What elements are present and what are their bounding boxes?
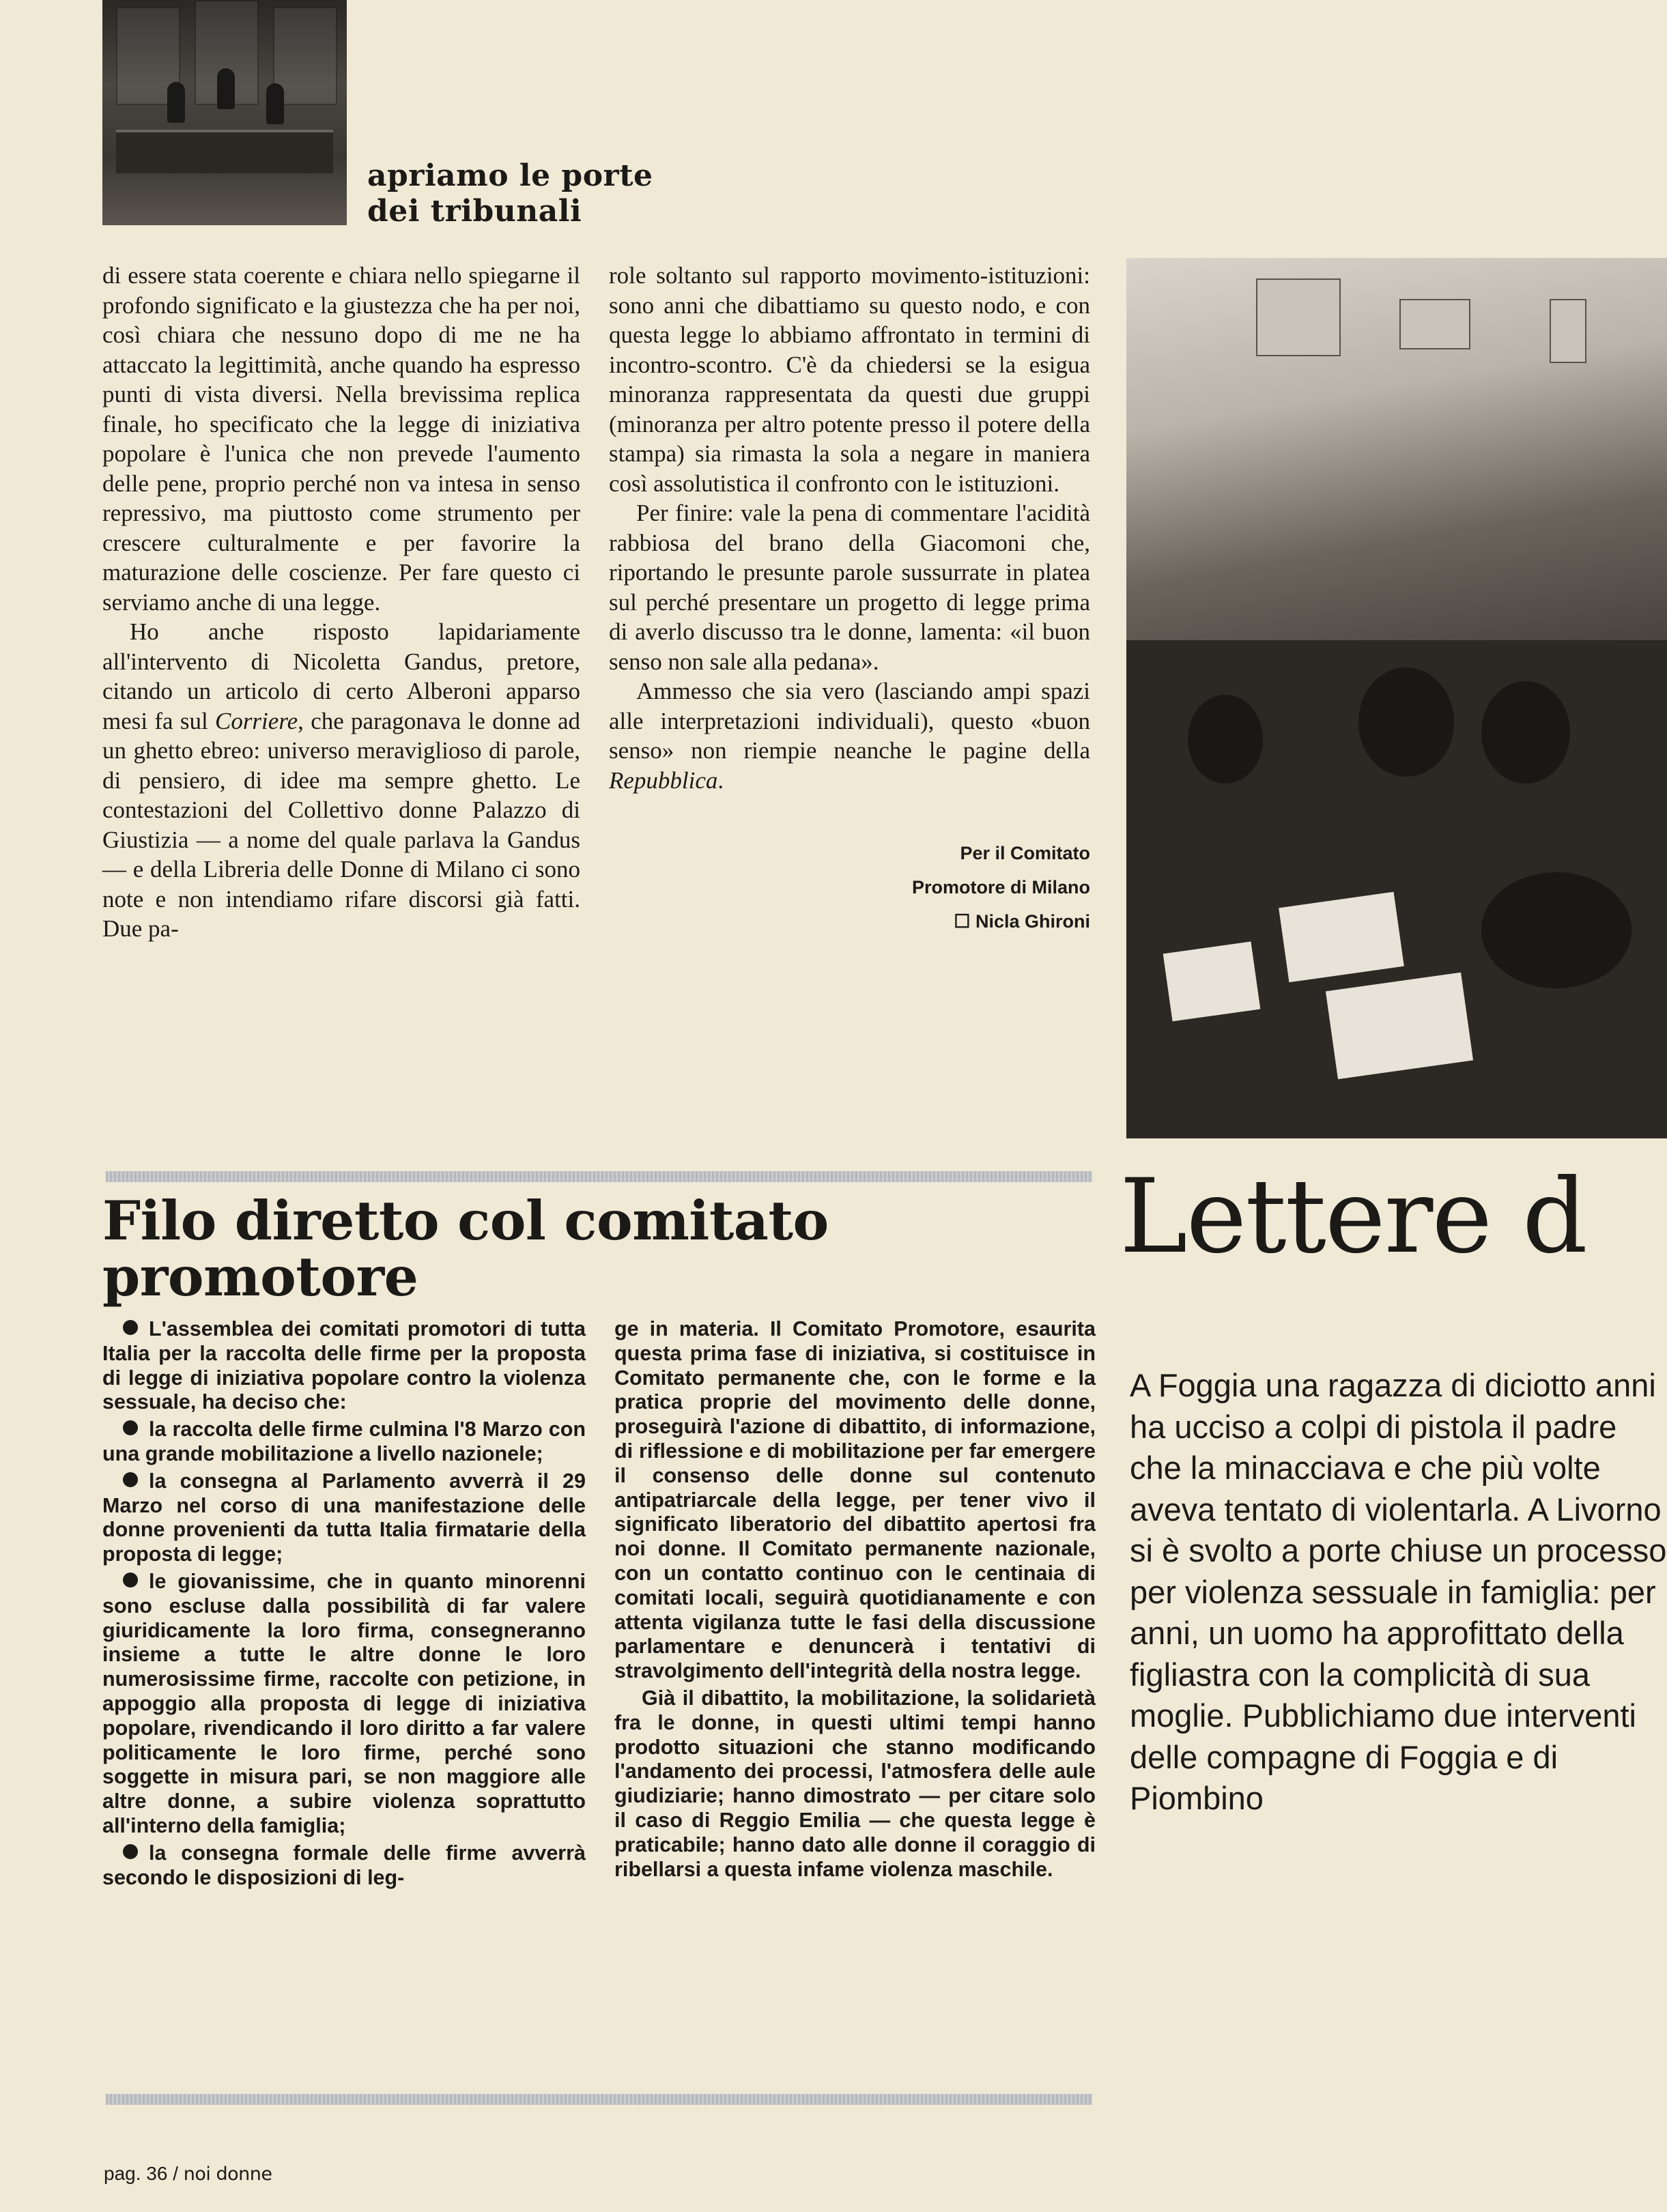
announcement-item-3: le giovanissime, che in quanto minorenni sono escluse dalla possibilità di far valere giuridicamente la loro firma, consegneranno insieme a tutte le altre donne le loro numerosissime firme, raccolte con petizione, in appoggio alla proposta di legge di iniziativa popolare, rivendicando il loro diritto a far valere politicamente le loro firme, perché sono soggette in misura pari, se non maggiore alle altre donne, a subire violenza soprattutto all'interno della famiglia; — [102, 1569, 586, 1837]
article-signature — [609, 836, 1090, 938]
newspaper-name-corriere: Corriere — [214, 707, 298, 734]
section-divider-bottom — [106, 2094, 1092, 2105]
letters-intro: A Foggia una ragazza di diciotto anni ha ucciso a colpi di pistola il padre che la minacciava e che più volte aveva tentato di violentarla. A Livorno si è svolto a porte chiuse un processo per violenza sessuale in famiglia: per anni, un uomo ha approfittato della figliastra con la complicità di sua moglie. Pubblichiamo due interventi delle compagne di Foggia e di Piombino — [1130, 1367, 1667, 1816]
kicker-line-2: dei tribunali — [367, 194, 582, 229]
article-column-2 — [609, 261, 1090, 938]
signature-line-3 — [609, 904, 1090, 938]
announcement-paragraph-1: ge in materia. Il Comitato Promotore, esaurita questa prima fase di iniziativa, si costituisce in Comitato permanente che, con le forme e la pratica proprie del movimento delle donne, proseguirà l'azione di dibattito, di informazione, di riflessione e di mobilitazione per far emergere il consenso delle donne sul contenuto antipatriarcale della legge, per tener vivo il significato liberatorio del dibattito apertosi fra noi donne. Il Comitato permanente nazionale, con un contatto continuo con le centinaia di comitati locali, seguirà quotidianamente e con attenta vigilanza tutte le fasi della discussione parlamentare e denuncerà i tentativi di stravolgimento dell'integrità della nostra legge. — [614, 1317, 1096, 1683]
announcement-column-1 — [102, 1317, 586, 1893]
bullet-icon — [123, 1420, 138, 1435]
bullet-icon — [123, 1572, 138, 1588]
end-mark-icon: ☐ — [954, 911, 971, 932]
signature-line-1: Per il Comitato — [960, 843, 1090, 863]
announcement-item-4: la consegna formale delle firme avverrà secondo le disposizioni di leg- — [102, 1841, 586, 1889]
bullet-icon — [123, 1320, 138, 1335]
announcement-intro: L'assemblea dei comitati promotori di tutta Italia per la raccolta delle firme per la proposta di legge di iniziativa popolare contro la violenza sessuale, ha deciso che: — [102, 1317, 586, 1414]
page-number: pag. 36 / — [104, 2163, 178, 2184]
letters-title: Lettere d — [1120, 1158, 1586, 1276]
signature-line-2: Promotore di Milano — [911, 877, 1090, 897]
newspaper-name-repubblica: Repubblica — [609, 766, 718, 794]
bullet-icon — [123, 1472, 138, 1487]
column-2-paragraph-1: role soltanto sul rapporto movimento-istituzioni: sono anni che dibattiamo su questo nodo, e con questa legge lo abbiamo affrontato in termini di incontro-scontro. C'è da chiedersi se la esigua minoranza rappresentata da questi due gruppi (minoranza per altro potente presso il potere della stampa) sia rimasta la sola a negare in maniera così assolutistica il confronto con le istituzioni. — [609, 262, 1090, 497]
section-kicker — [367, 158, 654, 229]
classroom-photo — [1126, 258, 1667, 1138]
section-headline — [102, 1189, 922, 1308]
announcement-item-1: la raccolta delle firme culmina l'8 Marzo con una grande mobilitazione a livello nazionele; — [102, 1418, 586, 1465]
bullet-icon — [123, 1844, 138, 1859]
courtroom-photo — [102, 0, 347, 225]
kicker-line-1: apriamo le porte — [367, 158, 653, 193]
announcement-column-2 — [614, 1317, 1096, 1884]
announcement-item-2: la consegna al Parlamento avverrà il 29 Marzo nel corso di una manifestazione delle donne provenienti da tutta Italia firmatarie della proposta di legge; — [102, 1469, 586, 1566]
column-2-paragraph-3: Ammesso che sia vero (lasciando ampi spazi alle interpretazioni individuali), questo «buon senso» non riempie neanche le pagine della Repubblica. — [609, 678, 1090, 794]
column-2-paragraph-2: Per finire: vale la pena di commentare l'acidità rabbiosa del brano della Giacomoni che, riportando le presunte parole sussurrate in platea sul perché presentare un progetto di legge prima di averlo discusso tra le donne, lamenta: «il buon senso non sale alla pedana». — [609, 500, 1090, 675]
author-name: Nicla Ghironi — [975, 911, 1090, 932]
column-1-paragraph-2: Ho anche risposto lapidariamente all'intervento di Nicoletta Gandus, pretore, citando un articolo di certo Alberoni apparso mesi fa sul Corriere, che paragonava le donne ad un ghetto ebreo: universo meraviglioso di parole, di pensiero, di idee ma sempre ghetto. Le contestazioni del Collettivo donne Palazzo di Giustizia — a nome del quale parlava la Gandus — e della Libreria delle Donne di Milano ci sono note e non intendiamo rifare discorsi già fatti. Due pa- — [102, 618, 580, 942]
section-divider-top — [106, 1171, 1092, 1182]
headline-line-2: promotore — [102, 1245, 418, 1308]
page-footer — [104, 2162, 513, 2186]
article-column-1 — [102, 261, 580, 944]
headline-line-1: Filo diretto col comitato — [102, 1189, 829, 1252]
announcement-paragraph-2: Già il dibattito, la mobilitazione, la solidarietà fra le donne, in questi ultimi tempi hanno prodotto situazioni che stanno modificando l'andamento dei processi, l'atmosfera delle aule giudiziarie; hanno dimostrato — per citare solo il caso di Reggio Emilia — che questa legge è praticabile; hanno dato alle donne il coraggio di ribellarsi a questa infame violenza maschile. — [614, 1686, 1096, 1881]
magazine-brand: noi donne — [183, 2164, 272, 2185]
column-1-paragraph-1: di essere stata coerente e chiara nello spiegarne il profondo significato e la giustezza che ha per noi, così chiara che nessuno dopo di me ne ha attaccato la legittimità, anche quando ha espresso punti di vista diversi. Nella brevissima replica finale, ho specificato che la legge di iniziativa popolare è l'unica che non prevede l'aumento delle pene, proprio perché non va intesa in senso repressivo, ma piuttosto come strumento per crescere culturalmente e per favorire la maturazione delle coscienze. Per fare questo ci serviamo anche di una legge. — [102, 262, 580, 616]
